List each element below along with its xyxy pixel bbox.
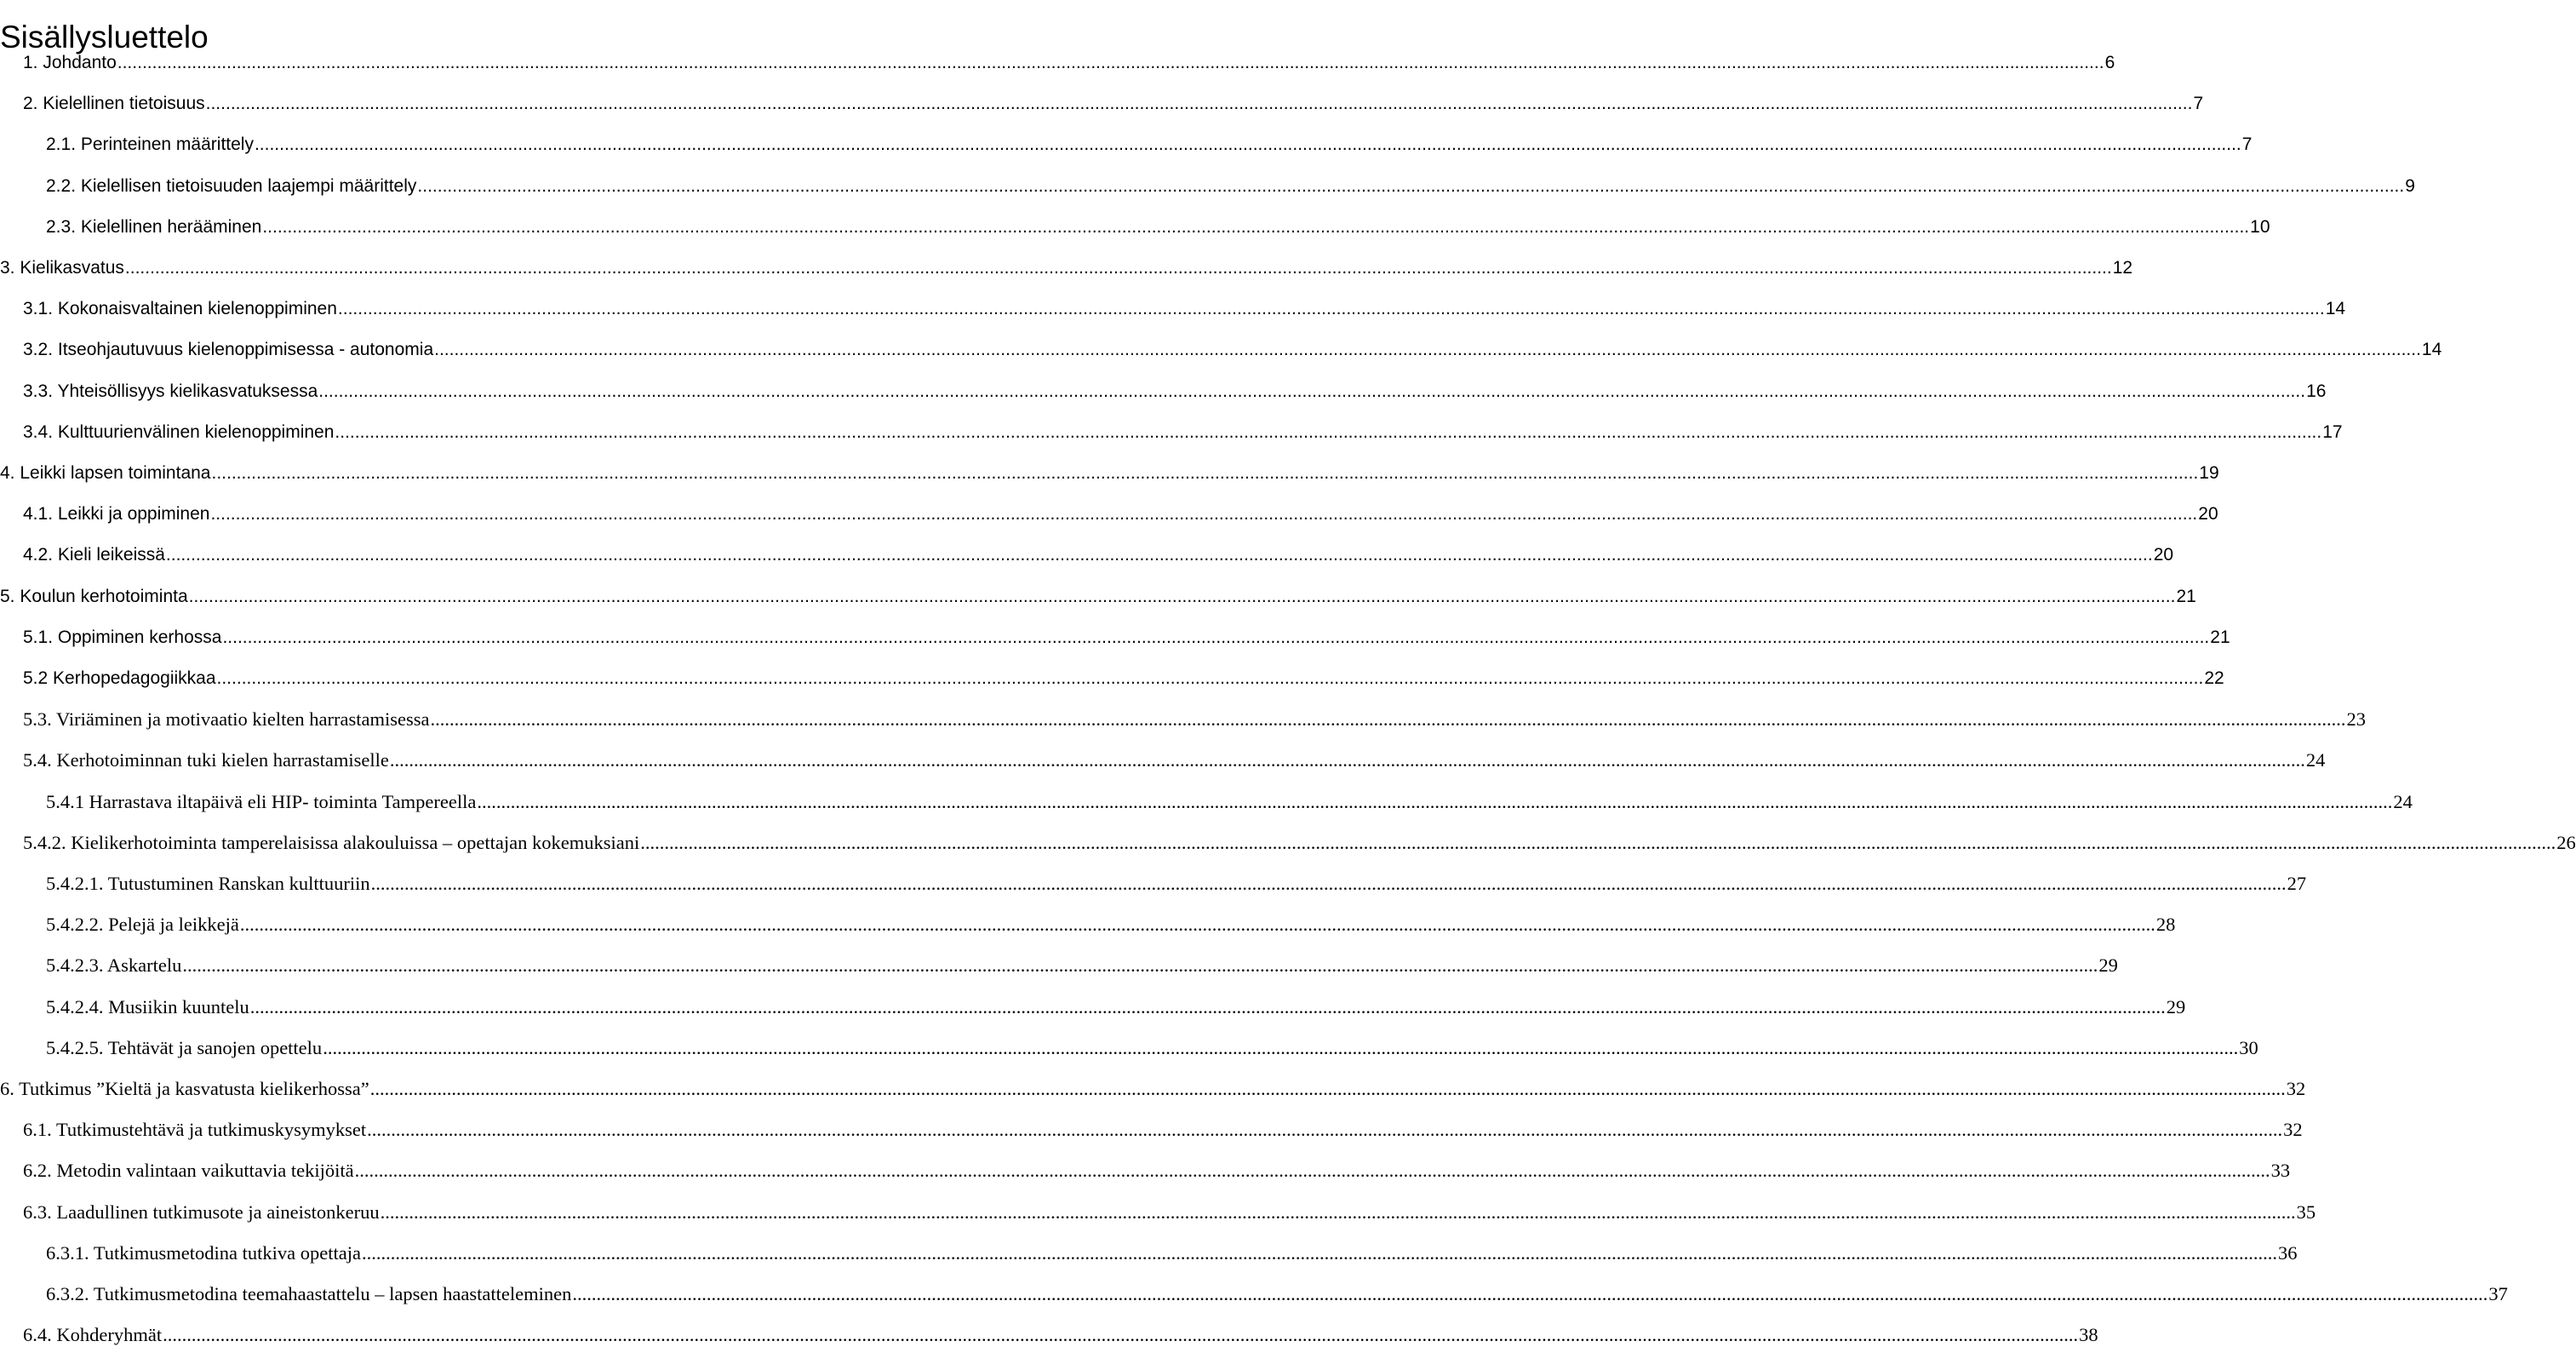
toc-entry-page-number: 27 bbox=[2287, 873, 2307, 894]
toc-dot-leader: ................................................................................................................................................................................................................................................................................................................................................................................................................ bbox=[367, 1119, 2283, 1141]
toc-entry-label: 6.1. Tutkimustehtävä ja tutkimuskysymykset bbox=[23, 1119, 367, 1141]
toc-entry[interactable] bbox=[0, 254, 2133, 279]
toc-entry-label: 5.4. Kerhotoiminnan tuki kielen harrastamiselle bbox=[23, 749, 389, 771]
toc-dot-leader: ................................................................................................................................................................................................................................................................................................................................................................................................................ bbox=[417, 175, 2405, 196]
toc-entry-page-number: 14 bbox=[2421, 340, 2442, 360]
toc-entry-page-number: 6 bbox=[2104, 53, 2115, 72]
toc-entry-label: 6.3. Laadullinen tutkimusote ja aineistonkeruu bbox=[23, 1201, 380, 1223]
toc-entry-label: 2. Kielellinen tietoisuus bbox=[23, 94, 205, 114]
toc-entry-page-number: 10 bbox=[2250, 216, 2270, 237]
toc-dot-leader: ................................................................................................................................................................................................................................................................................................................................................................................................................ bbox=[337, 299, 2325, 319]
toc-entry-label: 3.3. Yhteisöllisyys kielikasvatuksessa bbox=[23, 381, 318, 401]
toc-entry[interactable] bbox=[0, 1034, 2258, 1059]
toc-entry-label: 2.2. Kielellisen tietoisuuden laajempi määrittely bbox=[46, 175, 417, 196]
toc-entry-page-number: 24 bbox=[2305, 749, 2326, 771]
toc-entry[interactable] bbox=[0, 1156, 2291, 1182]
toc-entry[interactable] bbox=[0, 295, 2346, 320]
toc-entry[interactable] bbox=[0, 664, 2224, 690]
toc-dot-leader: ................................................................................................................................................................................................................................................................................................................................................................................................................ bbox=[380, 1201, 2296, 1223]
toc-dot-leader: ................................................................................................................................................................................................................................................................................................................................................................................................................ bbox=[362, 1241, 2277, 1264]
toc-dot-leader: ................................................................................................................................................................................................................................................................................................................................................................................................................ bbox=[210, 504, 2198, 524]
toc-entry-page-number: 37 bbox=[2488, 1283, 2508, 1304]
toc-entry-label: 6.3.1. Tutkimusmetodina tutkiva opettaja bbox=[46, 1241, 361, 1264]
toc-entry-label: 5.1. Oppiminen kerhossa bbox=[23, 627, 222, 647]
toc-entry-page-number: 12 bbox=[2112, 258, 2133, 278]
toc-entry-page-number: 30 bbox=[2239, 1036, 2258, 1058]
toc-dot-leader: ................................................................................................................................................................................................................................................................................................................................................................................................................ bbox=[249, 995, 2166, 1017]
toc-entry-page-number: 20 bbox=[2153, 545, 2174, 565]
toc-entry-page-number: 35 bbox=[2296, 1201, 2316, 1223]
toc-entry-label: 5.4.1 Harrastava iltapäivä eli HIP- toiminta Tampereella bbox=[46, 790, 477, 812]
toc-dot-leader: ................................................................................................................................................................................................................................................................................................................................................................................................................ bbox=[188, 586, 2176, 606]
toc-entry-page-number: 19 bbox=[2199, 463, 2219, 483]
toc-entry[interactable] bbox=[0, 418, 2343, 444]
toc-dot-leader: ................................................................................................................................................................................................................................................................................................................................................................................................................ bbox=[370, 873, 2287, 894]
toc-entry-page-number: 20 bbox=[2198, 504, 2218, 524]
toc-dot-leader: ................................................................................................................................................................................................................................................................................................................................................................................................................ bbox=[335, 421, 2322, 442]
toc-entry-page-number: 9 bbox=[2405, 175, 2415, 196]
toc-entry-label: 4. Leikki lapsen toimintana bbox=[0, 463, 211, 483]
toc-dot-leader: ................................................................................................................................................................................................................................................................................................................................................................................................................ bbox=[430, 708, 2346, 731]
toc-entry[interactable] bbox=[0, 130, 2253, 156]
toc-entry-page-number: 32 bbox=[2283, 1119, 2303, 1141]
toc-entry-page-number: 21 bbox=[2176, 586, 2196, 606]
toc-dot-leader: ................................................................................................................................................................................................................................................................................................................................................................................................................ bbox=[205, 94, 2193, 114]
toc-dot-leader: ................................................................................................................................................................................................................................................................................................................................................................................................................ bbox=[165, 545, 2153, 565]
toc-entry[interactable] bbox=[0, 500, 2218, 525]
toc-entry[interactable] bbox=[0, 951, 2118, 977]
toc-dot-leader: ................................................................................................................................................................................................................................................................................................................................................................................................................ bbox=[354, 1160, 2270, 1182]
toc-entry[interactable] bbox=[0, 541, 2174, 566]
toc-entry-label: 3.1. Kokonaisvaltainen kielenoppiminen bbox=[23, 299, 337, 319]
toc-entry-label: 6. Tutkimus ”Kieltä ja kasvatusta kielikerhossa” bbox=[0, 1078, 369, 1099]
toc-entry[interactable] bbox=[0, 1321, 2098, 1346]
toc-entry[interactable] bbox=[0, 910, 2176, 936]
toc-entry[interactable] bbox=[0, 1198, 2316, 1224]
toc-dot-leader: ................................................................................................................................................................................................................................................................................................................................................................................................................ bbox=[477, 790, 2393, 812]
toc-entry-label: 3.4. Kulttuurienvälinen kielenoppiminen bbox=[23, 421, 335, 442]
toc-entry-page-number: 7 bbox=[2193, 94, 2204, 114]
toc-entry[interactable] bbox=[0, 335, 2442, 361]
toc-dot-leader: ................................................................................................................................................................................................................................................................................................................................................................................................................ bbox=[369, 1078, 2286, 1099]
toc-entry-label: 6.4. Kohderyhmät bbox=[23, 1324, 163, 1346]
toc-dot-leader: ................................................................................................................................................................................................................................................................................................................................................................................................................ bbox=[434, 340, 2421, 360]
toc-dot-leader: ................................................................................................................................................................................................................................................................................................................................................................................................................ bbox=[262, 216, 2250, 237]
toc-entry-page-number: 21 bbox=[2210, 627, 2230, 647]
toc-entry[interactable] bbox=[0, 623, 2230, 649]
toc-dot-leader: ................................................................................................................................................................................................................................................................................................................................................................................................................ bbox=[211, 463, 2199, 483]
toc-entry-label: 5.4.2.3. Askartelu bbox=[46, 954, 182, 977]
toc-dot-leader: ................................................................................................................................................................................................................................................................................................................................................................................................................ bbox=[222, 627, 2210, 647]
toc-entry-label: 2.3. Kielellinen herääminen bbox=[46, 216, 262, 237]
toc-dot-leader: ................................................................................................................................................................................................................................................................................................................................................................................................................ bbox=[254, 135, 2241, 155]
toc-entry[interactable] bbox=[0, 213, 2270, 238]
toc-entry[interactable] bbox=[0, 172, 2415, 198]
toc-entry[interactable] bbox=[0, 746, 2326, 771]
toc-entry[interactable] bbox=[0, 49, 2115, 74]
toc-entry[interactable] bbox=[0, 459, 2219, 484]
toc-entry-label: 5.2 Kerhopedagogiikkaa bbox=[23, 668, 216, 688]
toc-entry[interactable] bbox=[0, 788, 2413, 813]
toc-entry-page-number: 33 bbox=[2270, 1160, 2291, 1182]
toc-entry-label: 4.2. Kieli leikeissä bbox=[23, 545, 165, 565]
toc-entry-label: 5.3. Viriäminen ja motivaatio kielten harrastamisessa bbox=[23, 708, 430, 731]
toc-entry-label: 5.4.2.4. Musiikin kuuntelu bbox=[46, 995, 249, 1017]
toc-entry-page-number: 28 bbox=[2155, 914, 2176, 936]
toc-entry-label: 3. Kielikasvatus bbox=[0, 258, 124, 278]
toc-entry-page-number: 24 bbox=[2393, 790, 2413, 812]
toc-entry-page-number: 7 bbox=[2241, 135, 2253, 155]
toc-entry-label: 6.2. Metodin valintaan vaikuttavia tekijöitä bbox=[23, 1160, 354, 1182]
toc-entry-page-number: 23 bbox=[2346, 708, 2366, 731]
toc-entry[interactable] bbox=[0, 1239, 2298, 1264]
toc-entry-page-number: 38 bbox=[2079, 1324, 2098, 1346]
toc-dot-leader: ................................................................................................................................................................................................................................................................................................................................................................................................................ bbox=[216, 668, 2204, 688]
toc-entry-label: 5.4.2.5. Tehtävät ja sanojen opettelu bbox=[46, 1036, 323, 1058]
toc-entry[interactable] bbox=[0, 705, 2366, 731]
toc-entry-page-number: 29 bbox=[2166, 995, 2186, 1017]
toc-dot-leader: ................................................................................................................................................................................................................................................................................................................................................................................................................ bbox=[239, 914, 2155, 936]
toc-entry[interactable] bbox=[0, 1115, 2303, 1141]
toc-dot-leader: ................................................................................................................................................................................................................................................................................................................................................................................................................ bbox=[323, 1036, 2239, 1058]
toc-entry-label: 5. Koulun kerhotoiminta bbox=[0, 586, 188, 606]
toc-entry[interactable] bbox=[0, 377, 2327, 403]
toc-entry-page-number: 26 bbox=[2556, 831, 2576, 853]
toc-dot-leader: ................................................................................................................................................................................................................................................................................................................................................................................................................ bbox=[572, 1283, 2488, 1304]
toc-entry[interactable] bbox=[0, 89, 2204, 115]
toc-entry[interactable] bbox=[0, 1280, 2508, 1305]
toc-dot-leader: ................................................................................................................................................................................................................................................................................................................................................................................................................ bbox=[640, 831, 2556, 853]
toc-entry-page-number: 22 bbox=[2204, 668, 2224, 688]
toc-entry[interactable] bbox=[0, 1075, 2306, 1100]
toc-entry[interactable] bbox=[0, 869, 2307, 895]
toc-entry-page-number: 32 bbox=[2286, 1078, 2306, 1099]
toc-entry-page-number: 29 bbox=[2098, 954, 2118, 977]
toc-dot-leader: ................................................................................................................................................................................................................................................................................................................................................................................................................ bbox=[389, 749, 2305, 771]
toc-dot-leader: ................................................................................................................................................................................................................................................................................................................................................................................................................ bbox=[163, 1324, 2079, 1346]
toc-entry[interactable] bbox=[0, 828, 2576, 854]
toc-entry-label: 5.4.2. Kielikerhotoiminta tamperelaisissa alakouluissa – opettajan kokemuksiani bbox=[23, 831, 640, 853]
toc-dot-leader: ................................................................................................................................................................................................................................................................................................................................................................................................................ bbox=[318, 381, 2306, 401]
toc-entry-label: 5.4.2.1. Tutustuminen Ranskan kulttuuriin bbox=[46, 873, 370, 894]
page-title: Sisällysluettelo bbox=[0, 19, 209, 54]
toc-entry-page-number: 14 bbox=[2325, 299, 2346, 319]
toc-entry-label: 6.3.2. Tutkimusmetodina teemahaastattelu – lapsen haastatteleminen bbox=[46, 1283, 572, 1304]
toc-dot-leader: ................................................................................................................................................................................................................................................................................................................................................................................................................ bbox=[124, 258, 2112, 278]
toc-entry-label: 2.1. Perinteinen määrittely bbox=[46, 135, 254, 155]
toc-entry-label: 3.2. Itseohjautuvuus kielenoppimisessa - autonomia bbox=[23, 340, 434, 360]
toc-dot-leader: ................................................................................................................................................................................................................................................................................................................................................................................................................ bbox=[117, 53, 2104, 72]
toc-dot-leader: ................................................................................................................................................................................................................................................................................................................................................................................................................ bbox=[182, 954, 2098, 977]
toc-entry-page-number: 16 bbox=[2306, 381, 2327, 401]
toc-entry-page-number: 17 bbox=[2322, 421, 2343, 442]
toc-entry-label: 5.4.2.2. Pelejä ja leikkejä bbox=[46, 914, 239, 936]
toc-entry-label: 4.1. Leikki ja oppiminen bbox=[23, 504, 210, 524]
toc-entry-label: 1. Johdanto bbox=[23, 53, 117, 72]
toc-entry[interactable] bbox=[0, 582, 2196, 608]
toc-entry-page-number: 36 bbox=[2278, 1241, 2298, 1264]
toc-entry[interactable] bbox=[0, 993, 2186, 1018]
